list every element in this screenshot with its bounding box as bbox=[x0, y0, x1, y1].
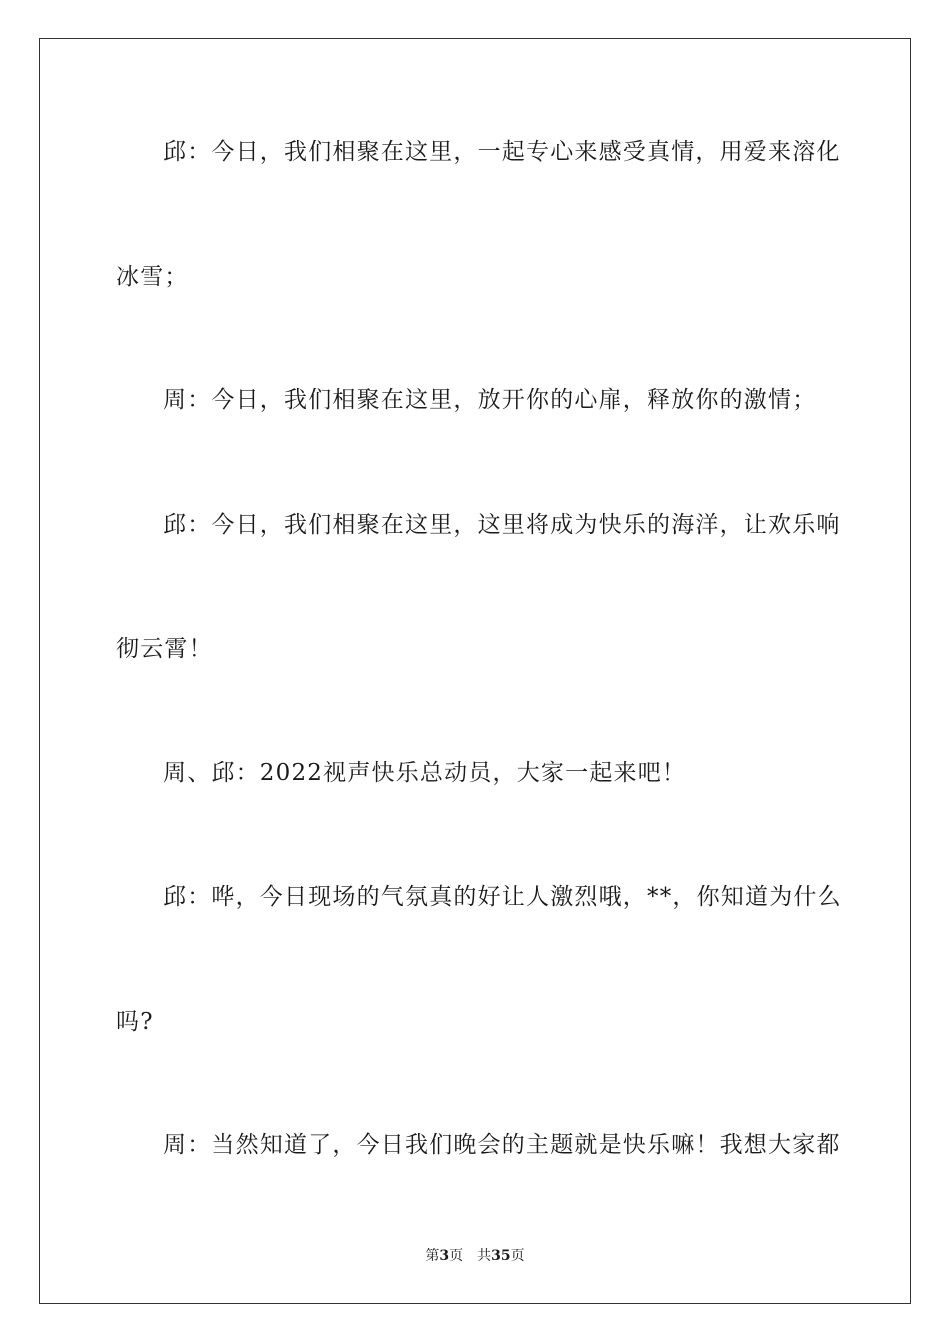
current-page-number: 3 bbox=[439, 1248, 450, 1264]
paragraph-line: 周：今日，我们相聚在这里，放开你的心扉，释放你的激情； bbox=[163, 387, 817, 413]
total-prefix: 共 bbox=[477, 1248, 492, 1264]
page-border bbox=[39, 38, 911, 1304]
total-suffix: 页 bbox=[510, 1248, 525, 1264]
paragraph-line: 吗? bbox=[116, 1009, 154, 1035]
paragraph-line: 冰雪； bbox=[116, 264, 189, 290]
paragraph-line: 邱：今日，我们相聚在这里，这里将成为快乐的海洋，让欢乐响 bbox=[163, 512, 841, 538]
paragraph-line: 周、邱：2022视声快乐总动员，大家一起来吧！ bbox=[163, 760, 687, 786]
paragraph-line: 彻云霄！ bbox=[116, 636, 213, 662]
paragraph-line: 邱：今日，我们相聚在这里，一起专心来感受真情，用爱来溶化 bbox=[163, 139, 841, 165]
page-prefix: 第 bbox=[425, 1248, 440, 1264]
paragraph-line: 周：当然知道了，今日我们晚会的主题就是快乐嘛！我想大家都 bbox=[163, 1132, 841, 1158]
page-footer bbox=[0, 1247, 950, 1265]
page-suffix: 页 bbox=[449, 1248, 464, 1264]
total-page-number: 35 bbox=[491, 1248, 511, 1264]
paragraph-line: 邱：哗，今日现场的气氛真的好让人激烈哦，**，你知道为什么 bbox=[163, 884, 842, 910]
